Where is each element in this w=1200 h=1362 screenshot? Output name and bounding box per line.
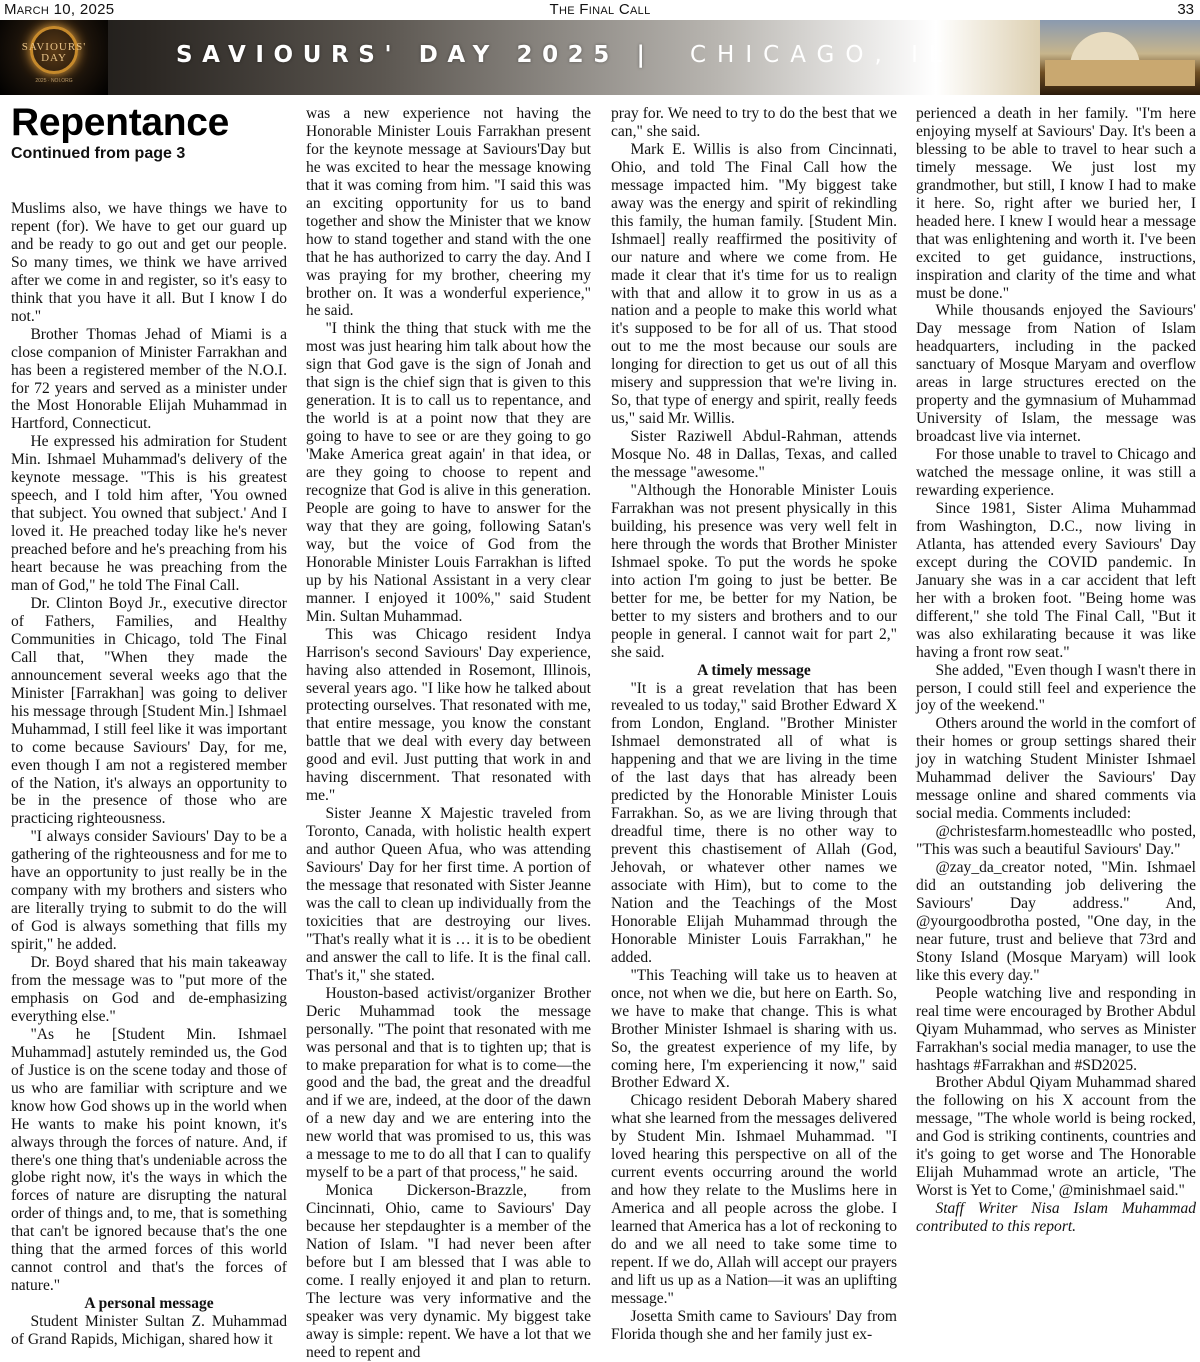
staff-writer-credit: Staff Writer Nisa Islam Muhammad contributed to this report. [916, 1200, 1196, 1236]
article-column-4 [916, 105, 1196, 1236]
paragraph: She added, "Even though I wasn't there in person, I could still feel and experience the joy of the weekend." [916, 661, 1196, 715]
logo-small-text: 2025 · NOI.ORG [35, 78, 73, 84]
paragraph: "I always consider Saviours' Day to be a gathering of the righteousness and for me to have an opportunity to just really be in the company with my brothers and sisters who are literally trying to submit to do the will of God is always something that fills my spirit," he added. [11, 828, 287, 954]
paragraph: @christesfarm.homesteadllc who posted, "This was such a beautiful Saviours' Day." [916, 823, 1196, 859]
saviours-day-logo [0, 20, 108, 95]
paragraph: He expressed his admiration for Student Min. Ishmael Muhammad's delivery of the keynote message. "This is his greatest speech, and I told him after, 'You owned that subject. You owned that subject.' And I loved it. He preached today like he's never preached before and he's preaching from his heart because he was preaching from the man of God," he told The Final Call. [11, 433, 287, 595]
paragraph: "As he [Student Min. Ishmael Muhammad] astutely reminded us, the God of Justice is on the scene today and those of us who are familiar with scripture and we know how God shows up in the world when He wants to make his point known, it's always through the forces of nature. And, if there's one thing that's undeniable across the globe right now, it's the ways in which the forces of nature are disrupting the natural order of things and, to me, that is something that can't be ignored because that's the one thing that the armed forces of this world cannot control and that's the forces of nature." [11, 1025, 287, 1295]
paragraph: "This Teaching will take us to heaven at once, not when we die, but here on Earth. So, we have to make that change. This is what Brother Minister Ishmael is sharing with us. So, the greatest experience of my life, by coming here, I'm experiencing it now," said Brother Edward X. [611, 966, 897, 1092]
mosque-building-shape [1045, 60, 1195, 86]
paragraph: pray for. We need to try to do the best that we can," she said. [611, 105, 897, 140]
article-column-2 [306, 105, 591, 1362]
paragraph: Sister Raziwell Abdul-Rahman, attends Mosque No. 48 in Dallas, Texas, and called the message "awesome." [611, 428, 897, 482]
banner-location: CHICAGO, IL [690, 42, 953, 68]
article-headline: Repentance [11, 101, 230, 144]
page-number: 33 [1177, 1, 1194, 18]
paragraph: Chicago resident Deborah Mabery shared what she learned from the messages delivered by Student Min. Ishmael Muhammad. "I loved hearing this perspective on all of the current events occurring around the world and how they relate to the Muslims here in America and all people across the globe. I learned that America has a lot of reckoning to do and we all need to take some time to repent. If we do, Allah will accept our prayers and lift us up as a Nation—it was an uplifting message." [611, 1092, 897, 1307]
paragraph: Student Minister Sultan Z. Muhammad of Grand Rapids, Michigan, shared how it [11, 1313, 287, 1349]
paragraph: @zay_da_creator noted, "Min. Ishmael did an outstanding job delivering the Saviours' Day address." And, @yourgoodbrotha posted, "One day, in the near future, trust and believe that 73rd and Stony Island (Mosque Maryam) will look like this every day." [916, 859, 1196, 984]
paragraph: Dr. Boyd shared that his main takeaway from the message was to "put more of the emphasis on God and de-emphasizing everything else." [11, 954, 287, 1025]
paragraph: Josetta Smith came to Saviours' Day from Florida though she and her family just ex- [611, 1307, 897, 1343]
paragraph: Monica Dickerson-Brazzle, from Cincinnati, Ohio, came to Saviours' Day because her stepdaughter is a member of the Nation of Islam. "I had never been after before but I am blessed that I was able to come. I really enjoyed it and plan to return. The lecture was very informative and the speaker was very dynamic. My biggest take away is simple: repent. We have a lot that we need to repent and [306, 1182, 591, 1361]
paragraph: "Although the Honorable Minister Louis Farrakhan was not present physically in this building, his presence was very well felt in here through the words that Brother Minister Ishmael spoke. To put the words he spoke into action I'm going to just be better. Be better for me, be better for my Nation, be better to my sisters and brothers and to our people in general. I cannot wait for part 2," she said. [611, 482, 897, 661]
paragraph: was a new experience not having the Honorable Minister Louis Farrakhan present for the keynote message at Saviours'Day but he was excited to hear the message knowing that it was coming from him. "I said this was an exciting opportunity for us to band together and show the Minister that we know how to stand together and stand with the one that he has authorized to carry the day. And I was praying for my brother, cheering my brother on. It was a wonderful experience," he said. [306, 105, 591, 320]
article-column-1 [11, 102, 287, 1349]
paragraph: Sister Jeanne X Majestic traveled from Toronto, Canada, with holistic health expert and author Queen Afua, who was attending Saviours' Day for her first time. A portion of the message that resonated with Sister Jeanne was the call to clean up individually from the toxicities that are destroying our lives. "That's really what it is … it is to be obedient and answer the call to life. It is the final call. That's it," she stated. [306, 805, 591, 984]
continuation-line: Continued from page 3 [11, 145, 186, 162]
paragraph: Since 1981, Sister Alima Muhammad from Washington, D.C., now living in Atlanta, has attended every Saviours' Day except during the COVID pandemic. In January she was in a car accident that left her with a broken foot. "Being home was different," she told The Final Call, "But it was also exhilarating because it was like having a front row seat." [916, 499, 1196, 661]
paragraph: "I think the thing that stuck with me the most was just hearing him talk about how the sign that God gave is the sign of Jonah and that sign is the chief sign that is given to this generation. It is to call us to repentance, and the world is at a point now that they are going to have to see or are they going to go 'Make America great again' in that idea, or are they going to choose to repent and recognize that God is alive in this generation. People are going to have to answer for the way that they are going, following Satan's way, but the voice of God from the Honorable Minister Louis Farrakhan is lifted up by his National Assistant in a very clear manner. I enjoyed it 100%," said Student Min. Sultan Muhammad. [306, 320, 591, 625]
paragraph: "It is a great revelation that has been revealed to us today," said Brother Edward X from London, England. "Brother Minister Ishmael demonstrated all of what is happening and that we are living in the time of the last days that has already been predicted by the Honorable Minister Louis Farrakhan. So, as we are living through that dreadful time, there is no other way to prevent this chastisement of Allah (God, Jehovah, or whatever other names we associate with Him), but to come to the Nation and the Teachings of the Most Honorable Elijah Muhammad through the Honorable Minister Louis Farrakhan," he added. [611, 679, 897, 966]
issue-date: March 10, 2025 [4, 1, 115, 18]
paragraph: Dr. Clinton Boyd Jr., executive director of Fathers, Families, and Healthy Communities in Chicago, told The Final Call that, "When they made the announcement several weeks ago that the Minister [Farrakhan] was going to deliver his message through [Student Min.] Ishmael Muhammad, I still feel like it was important to come because Saviours' Day, for me, even though I am not a registered member of the Nation, it's always an opportunity to be in the presence of those who are practicing righteousness. [11, 594, 287, 828]
subhead-personal-message: A personal message [84, 1295, 214, 1313]
paragraph: While thousands enjoyed the Saviours' Day message from Nation of Islam headquarters, including in the packed sanctuary of Mosque Maryam and overflow areas in large structures erected on the property and the gymnasium of Muhammad University of Islam, the message was broadcast live via internet. [916, 302, 1196, 446]
banner-title: SAVIOURS' DAY 2025 | [176, 42, 655, 68]
paragraph: People watching live and responding in real time were encouraged by Brother Abdul Qiyam Muhammad, who serves as Minister Farrakhan's social media manager, to use the hashtags #Farrakhan and #SD2025. [916, 984, 1196, 1074]
article-column-3 [611, 105, 897, 1344]
newspaper-name: The Final Call [549, 1, 651, 18]
paragraph: This was Chicago resident Indya Harrison's second Saviours' Day experience, having also attended in Rosemont, Illinois, several years ago. "I like how he talked about protecting ourselves. That resonated with me, that entire message, you know the constant battle that we deal with every day between good and evil. Just putting that work in and having discernment. That resonated with me." [306, 625, 591, 805]
paragraph: Others around the world in the comfort of their homes or group settings shared their joy in watching Student Minister Ishmael Muhammad deliver the Saviours' Day message online and shared comments via social media. Comments included: [916, 715, 1196, 823]
section-banner [0, 20, 1200, 95]
page-header [0, 0, 1200, 20]
paragraph: Houston-based activist/organizer Brother Deric Muhammad took the message personally. "The point that resonated with me was personal and that is to tighten up; that is to make preparation for what is to come—the good and the bad, the great and the dreadful and if we are, indeed, at the door of the dawn of a new day and we are entering into the new world that was promised to us, this was a message to me to do all that I can to qualify myself to be a part of that process," he said. [306, 984, 591, 1182]
paragraph: perienced a death in her family. "I'm here enjoying myself at Saviours' Day. It's been a blessing to be able to travel to hear such a timely message. We just lost my grandmother, but still, I know I had to make it here. So, right after we buried her, I headed here. I knew I would hear a message that was enlightening and worth it. I've been excited to get guidance, instructions, inspiration and clarity of the time and what must be done." [916, 105, 1196, 302]
subhead-timely-message: A timely message [697, 661, 811, 679]
paragraph: Muslims also, we have things we have to repent (for). We have to get our guard up and be ready to go out and get our people. So many times, we think we have arrived after we come in and register, so it's easy to think that you have it all. But I know I do not." [11, 200, 287, 325]
paragraph: Mark E. Willis is also from Cincinnati, Ohio, and told The Final Call how the message impacted him. "My biggest take away was the energy and spirit of rekindling this family, the human family. [Student Min. Ishmael] really reaffirmed the positivity of our nature and where we come from. He made it clear that it's time for us to realign with that and allow it to grow in us as a nation and a people to make this world what it's supposed to be for all of us. That stood out to me the most because our souls are longing for direction to get us out of all this misery and suppression that we're living in. So, that type of energy and spirit, really feeds us," said Mr. Willis. [611, 140, 897, 428]
paragraph: For those unable to travel to Chicago and watched the message online, it was still a rewarding experience. [916, 446, 1196, 500]
paragraph: Brother Abdul Qiyam Muhammad shared the following on his X account from the message, "The whole world is being rocked, and God is striking continents, countries and it's going to get worse and The Honorable Elijah Muhammad wrote an article, 'The Worst is Yet to Come,' @minishmael said." [916, 1074, 1196, 1200]
paragraph: Brother Thomas Jehad of Miami is a close companion of Minister Farrakhan and has been a registered member of the N.O.I. for 72 years and served as a minister under the Most Honorable Elijah Muhammad in Hartford, Connecticut. [11, 325, 287, 433]
logo-text: SAVIOURS' DAY [21, 41, 87, 64]
